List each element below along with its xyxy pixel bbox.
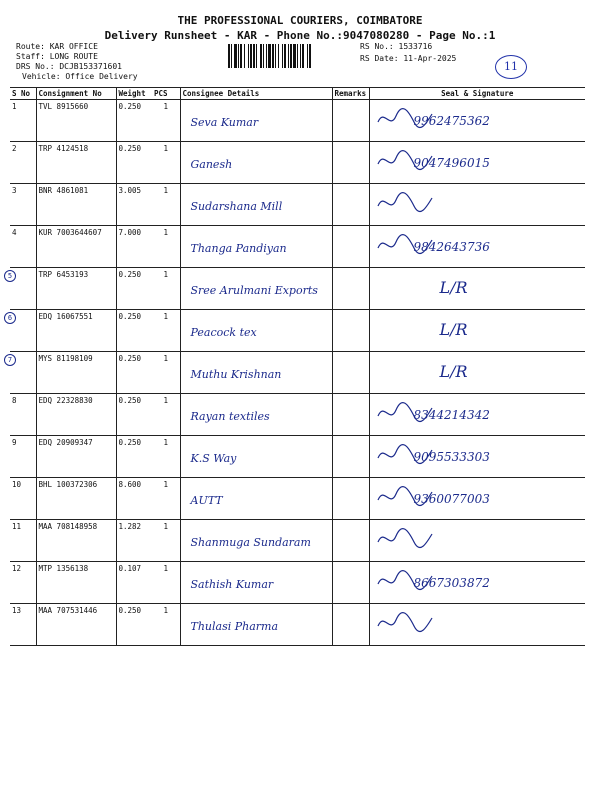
table-row	[10, 562, 585, 604]
table-row	[10, 268, 585, 310]
row-weight: 0.250	[116, 310, 152, 352]
runsheet-subtitle: Delivery Runsheet - KAR - Phone No.:9047080280 - Page No.:1	[104, 29, 496, 42]
row-sno	[10, 562, 36, 604]
row-sno-text: 12	[12, 564, 22, 573]
row-consignment-no: EDQ 20909347	[36, 436, 116, 478]
table-row	[10, 226, 585, 268]
row-signature	[369, 436, 585, 478]
circled-page-note: 11	[495, 55, 527, 79]
row-pcs: 1	[152, 562, 180, 604]
row-signature	[369, 604, 585, 646]
row-consignee	[180, 436, 332, 478]
staff-label: Staff: LONG ROUTE	[16, 52, 98, 61]
handwritten-consignee: AUTT	[190, 494, 223, 507]
row-consignment-no: BNR 4861081	[36, 184, 116, 226]
handwritten-sign-text: 9962475362	[413, 114, 490, 128]
row-consignee	[180, 520, 332, 562]
row-pcs: 1	[152, 436, 180, 478]
circled-mark-5: 6	[4, 312, 16, 324]
row-signature	[369, 184, 585, 226]
handwritten-sign-text: 8667303872	[413, 576, 490, 590]
row-remarks	[332, 142, 369, 184]
col-header-weight: Weight	[116, 88, 152, 100]
row-consignee	[180, 100, 332, 142]
row-consignment-no: MAA 708148958	[36, 520, 116, 562]
barcode-bar	[260, 44, 262, 68]
row-consignment-no: MAA 707531446	[36, 604, 116, 646]
col-header-consignment: Consignment No	[36, 88, 116, 100]
row-sno-text: 13	[12, 606, 22, 615]
row-consignee	[180, 352, 332, 394]
row-sno-text: 1	[12, 102, 17, 111]
rs-info	[360, 42, 456, 64]
handwritten-sign-text: 9842643736	[413, 240, 490, 254]
row-consignment-no: TRP 4124518	[36, 142, 116, 184]
table-row	[10, 436, 585, 478]
barcode-bar	[268, 44, 271, 68]
row-consignment-no: TVL 8915660	[36, 100, 116, 142]
row-pcs: 1	[152, 310, 180, 352]
row-weight: 3.005	[116, 184, 152, 226]
table-header-row	[10, 88, 585, 100]
row-consignee	[180, 142, 332, 184]
handwritten-consignee: Sree Arulmani Exports	[190, 284, 318, 297]
barcode-bar	[263, 44, 264, 68]
handwritten-consignee: Sudarshana Mill	[190, 200, 283, 213]
row-sno-text: 11	[12, 522, 22, 531]
row-consignment-no: EDQ 22328830	[36, 394, 116, 436]
barcode-bar	[309, 44, 311, 68]
row-remarks	[332, 268, 369, 310]
company-title: THE PROFESSIONAL COURIERS, COIMBATORE	[177, 14, 423, 27]
barcode-bar	[272, 44, 274, 68]
row-remarks	[332, 100, 369, 142]
barcode-bar	[278, 44, 279, 68]
row-sno	[10, 394, 36, 436]
row-remarks	[332, 310, 369, 352]
table-row	[10, 142, 585, 184]
barcode-bar	[234, 44, 237, 68]
row-sno	[7, 310, 36, 352]
row-sno-text: 9	[12, 438, 17, 447]
table-row	[10, 310, 585, 352]
route-info	[16, 42, 138, 82]
row-signature	[369, 352, 585, 394]
handwritten-consignee: Rayan textiles	[190, 410, 270, 423]
row-remarks	[332, 394, 369, 436]
barcode-bar	[244, 44, 245, 68]
row-sno-text: 4	[12, 228, 17, 237]
row-pcs: 1	[152, 100, 180, 142]
row-pcs: 1	[152, 352, 180, 394]
row-consignee	[180, 184, 332, 226]
row-weight: 0.250	[116, 436, 152, 478]
row-sno-text: 3	[12, 186, 17, 195]
barcode-bar	[248, 44, 249, 68]
row-consignment-no: KUR 7003644607	[36, 226, 116, 268]
barcode-bar	[231, 44, 232, 68]
row-remarks	[332, 436, 369, 478]
handwritten-sign-text: L/R	[439, 362, 468, 381]
row-consignee	[180, 268, 332, 310]
row-weight: 0.250	[116, 142, 152, 184]
row-signature	[369, 520, 585, 562]
route-label: Route: KAR OFFICE	[16, 42, 98, 51]
barcode-bar	[238, 44, 239, 68]
barcode-bar	[256, 44, 257, 68]
row-remarks	[332, 478, 369, 520]
row-sno	[7, 352, 36, 394]
barcode-bar	[302, 44, 304, 68]
row-signature	[369, 226, 585, 268]
table-row	[10, 604, 585, 646]
row-sno	[10, 100, 36, 142]
row-pcs: 1	[152, 142, 180, 184]
barcode-bar	[300, 44, 301, 68]
row-weight: 0.250	[116, 268, 152, 310]
handwritten-sign-text: 9047496015	[413, 156, 490, 170]
barcode-bar	[275, 44, 276, 68]
row-sno	[10, 478, 36, 520]
col-header-remarks: Remarks	[332, 88, 369, 100]
row-consignee	[180, 478, 332, 520]
row-weight: 8.600	[116, 478, 152, 520]
handwritten-sign-text: 9360077003	[413, 492, 490, 506]
drs-label: DRS No.: DCJB153371601	[16, 62, 122, 71]
row-sno	[10, 604, 36, 646]
barcode-bar	[307, 44, 308, 68]
row-remarks	[332, 226, 369, 268]
row-sno-text: 10	[12, 480, 22, 489]
row-signature	[369, 100, 585, 142]
row-pcs: 1	[152, 184, 180, 226]
rs-date: RS Date: 11-Apr-2025	[360, 54, 457, 63]
handwritten-consignee: Peacock tex	[190, 326, 257, 339]
table-row	[10, 100, 585, 142]
col-header-pcs: PCS	[152, 88, 180, 100]
handwritten-consignee: Muthu Krishnan	[190, 368, 282, 381]
barcode-bar	[297, 44, 298, 68]
row-pcs: 1	[152, 226, 180, 268]
barcode-bar	[266, 44, 267, 68]
row-remarks	[332, 562, 369, 604]
signature-scribble	[374, 524, 434, 554]
circled-mark-4: 5	[4, 270, 16, 282]
row-signature	[369, 394, 585, 436]
row-consignment-no: TRP 6453193	[36, 268, 116, 310]
row-consignee	[180, 562, 332, 604]
handwritten-consignee: Ganesh	[190, 158, 233, 171]
row-remarks	[332, 184, 369, 226]
row-signature	[369, 562, 585, 604]
handwritten-consignee: Thanga Pandiyan	[190, 242, 287, 255]
row-weight: 7.000	[116, 226, 152, 268]
handwritten-consignee: Sathish Kumar	[190, 578, 274, 591]
barcode-bar	[282, 44, 283, 68]
handwritten-sign-text: 8344214342	[413, 408, 490, 422]
row-sno	[10, 142, 36, 184]
row-signature	[369, 310, 585, 352]
row-sno	[10, 520, 36, 562]
table-row	[10, 184, 585, 226]
row-weight: 0.107	[116, 562, 152, 604]
row-pcs: 1	[152, 478, 180, 520]
row-sno	[10, 226, 36, 268]
table-row	[10, 352, 585, 394]
row-signature	[369, 142, 585, 184]
table-row	[10, 478, 585, 520]
barcode-bar	[253, 44, 255, 68]
barcode-bar	[290, 44, 292, 68]
row-remarks	[332, 520, 369, 562]
handwritten-consignee: K.S Way	[190, 452, 237, 465]
col-header-consignee: Consignee Details	[180, 88, 332, 100]
row-consignment-no: MYS 81198109	[36, 352, 116, 394]
row-consignee	[180, 394, 332, 436]
row-consignment-no: MTP 1356138	[36, 562, 116, 604]
row-weight: 0.250	[116, 394, 152, 436]
row-consignment-no: BHL 100372306	[36, 478, 116, 520]
barcode-image	[228, 44, 358, 68]
row-pcs: 1	[152, 520, 180, 562]
row-consignee	[180, 604, 332, 646]
row-sno-text: 2	[12, 144, 17, 153]
circled-mark-6: 7	[4, 354, 16, 366]
barcode-bar	[284, 44, 286, 68]
row-pcs: 1	[152, 268, 180, 310]
row-sno	[10, 184, 36, 226]
barcode-bar	[228, 44, 230, 68]
barcode-bar	[293, 44, 296, 68]
handwritten-sign-text: L/R	[439, 278, 468, 297]
row-consignee	[180, 310, 332, 352]
handwritten-consignee: Shanmuga Sundaram	[190, 536, 311, 549]
row-remarks	[332, 604, 369, 646]
handwritten-consignee: Seva Kumar	[190, 116, 259, 129]
row-sno	[10, 436, 36, 478]
handwritten-consignee: Thulasi Pharma	[190, 620, 279, 633]
row-weight: 0.250	[116, 100, 152, 142]
row-consignee	[180, 226, 332, 268]
row-sno-text: 8	[12, 396, 17, 405]
col-header-sno: S No	[10, 88, 36, 100]
row-weight: 1.282	[116, 520, 152, 562]
handwritten-sign-text: 9095533303	[413, 450, 490, 464]
signature-scribble	[374, 608, 434, 638]
row-pcs: 1	[152, 394, 180, 436]
col-header-signature: Seal & Signature	[369, 88, 585, 100]
row-sno	[7, 268, 36, 310]
row-pcs: 1	[152, 604, 180, 646]
handwritten-sign-text: L/R	[439, 320, 468, 339]
row-remarks	[332, 352, 369, 394]
barcode-bar	[288, 44, 289, 68]
rs-number: RS No.: 1533716	[360, 42, 433, 51]
table-row	[10, 520, 585, 562]
table-row	[10, 394, 585, 436]
row-signature	[369, 478, 585, 520]
barcode-bar	[240, 44, 242, 68]
row-signature	[369, 268, 585, 310]
signature-scribble	[374, 188, 434, 218]
vehicle-label: Vehicle: Office Delivery	[22, 72, 138, 81]
row-weight: 0.250	[116, 352, 152, 394]
row-weight: 0.250	[116, 604, 152, 646]
row-consignment-no: EDQ 16067551	[36, 310, 116, 352]
barcode-bar	[250, 44, 252, 68]
runsheet-table	[7, 87, 585, 646]
